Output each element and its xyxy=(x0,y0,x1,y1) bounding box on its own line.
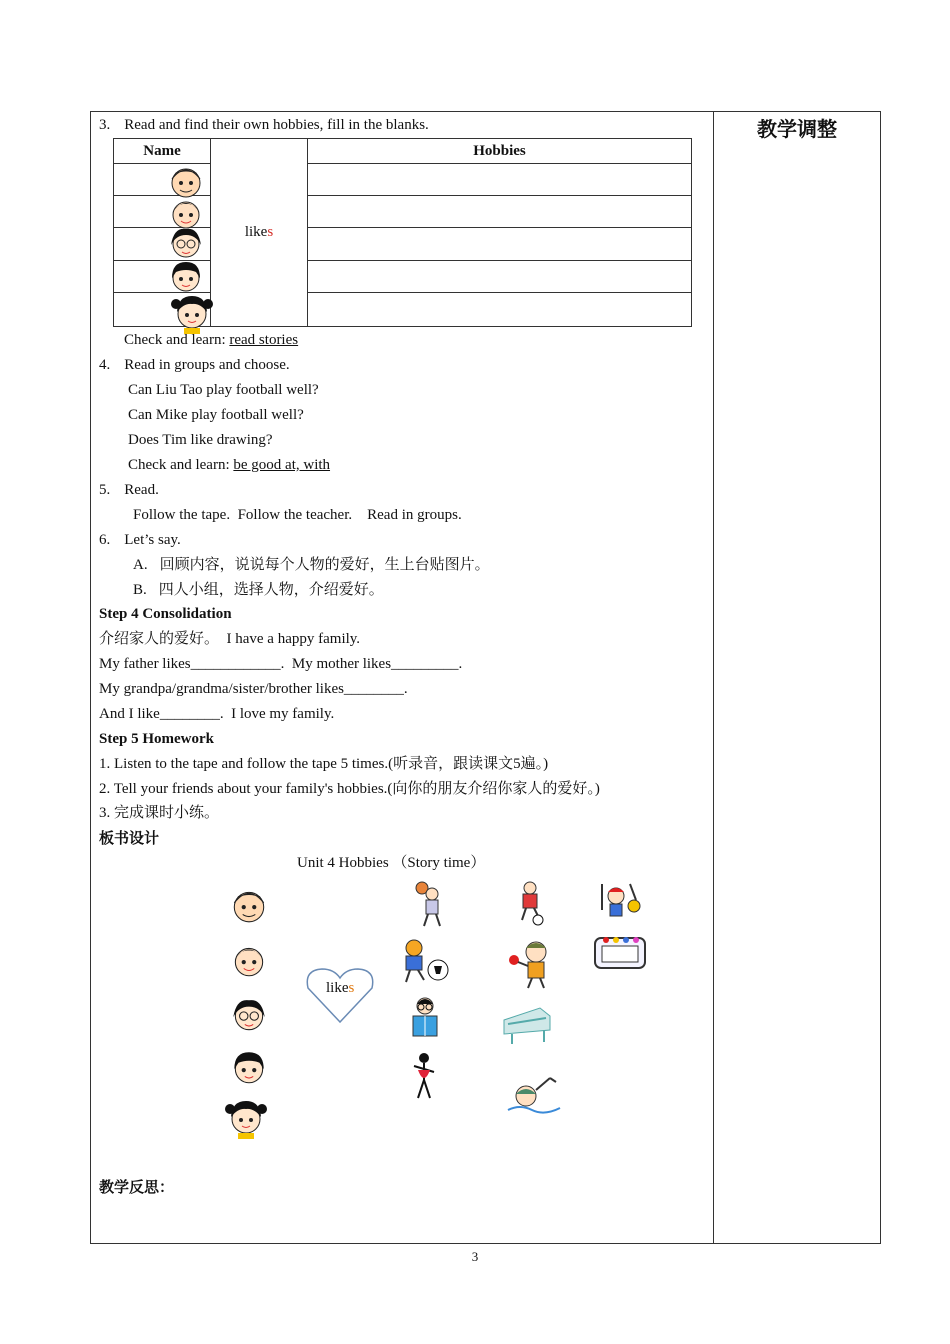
reflection-title: 教学反思： xyxy=(99,1178,175,1196)
adjustment-heading: 教学调整 xyxy=(757,117,837,141)
board-likes: likes xyxy=(326,980,355,996)
girl-pigtails-face-icon xyxy=(170,290,214,334)
item-6: 6. Let’s say. xyxy=(99,532,181,548)
board-title: 板书设计 xyxy=(99,829,160,847)
check-learn-2: Check and learn: be good at, with xyxy=(128,457,331,473)
basketball-player-icon xyxy=(412,880,448,928)
board-heading: Unit 4 Hobbies （Story time） xyxy=(297,855,486,871)
step-4-line-2: My father likes____________. My mother likes_________. xyxy=(99,656,463,672)
boy-face-icon xyxy=(228,940,270,980)
girl-glasses-face-icon xyxy=(166,225,206,261)
hobby-cell[interactable] xyxy=(308,196,692,228)
swimmer-icon xyxy=(506,1074,562,1124)
table-tennis-player-icon xyxy=(506,938,558,990)
girl-face-icon xyxy=(166,258,206,294)
girl-face-icon xyxy=(228,1046,270,1088)
page-number: 3 xyxy=(471,1249,479,1264)
item-6-b: B. 四人小组，选择人物，介绍爱好。 xyxy=(133,582,384,598)
girl-pigtails-face-icon xyxy=(224,1095,268,1139)
piano-icon xyxy=(500,1000,554,1046)
boy-face-icon xyxy=(228,884,270,926)
name-header: Name xyxy=(114,139,211,164)
homework-2: 2. Tell your friends about your family's hobbies.(向你的朋友介绍你家人的爱好。) xyxy=(99,781,600,797)
step-4-line-1: 介绍家人的爱好。 I have a happy family. xyxy=(99,631,361,647)
girl-glasses-face-icon xyxy=(228,995,270,1035)
hobby-cell[interactable] xyxy=(308,228,692,260)
likes-cell: likes xyxy=(211,139,308,327)
step-5-title: Step 5 Homework xyxy=(99,731,214,747)
soccer-kid-icon xyxy=(512,880,548,926)
question-1: Can Liu Tao play football well? xyxy=(128,382,319,398)
hobby-cell[interactable] xyxy=(308,292,692,326)
homework-3: 3. 完成课时小练。 xyxy=(99,805,220,821)
paint-palette-icon xyxy=(592,932,648,972)
step-4-title: Step 4 Consolidation xyxy=(99,606,232,622)
painter-icon xyxy=(596,880,642,926)
football-player-icon xyxy=(400,938,450,984)
column-divider xyxy=(713,111,714,1244)
dancer-icon xyxy=(410,1052,438,1100)
step-4-line-3: My grandpa/grandma/sister/brother likes________. xyxy=(99,681,408,697)
hobby-cell[interactable] xyxy=(308,164,692,196)
item-4: 4. Read in groups and choose. xyxy=(99,357,290,373)
question-2: Can Mike play football well? xyxy=(128,407,304,423)
hobbies-header: Hobbies xyxy=(308,139,692,164)
hobby-cell[interactable] xyxy=(308,260,692,292)
reading-boy-icon xyxy=(408,996,442,1040)
item-3: 3. Read and find their own hobbies, fill in the blanks. xyxy=(99,117,429,133)
question-3: Does Tim like drawing? xyxy=(128,432,273,448)
item-6-a: A. 回顾内容，说说每个人物的爱好，生上台贴图片。 xyxy=(133,557,490,573)
item-5: 5. Read. xyxy=(99,482,159,498)
step-4-line-4: And I like________. I love my family. xyxy=(99,706,335,722)
item-5-sub: Follow the tape. Follow the teacher. Read in groups. xyxy=(133,507,462,523)
homework-1: 1. Listen to the tape and follow the tape 5 times.(听录音，跟读课文5遍。) xyxy=(99,756,549,772)
check-learn-1: Check and learn: read stories xyxy=(124,332,299,348)
